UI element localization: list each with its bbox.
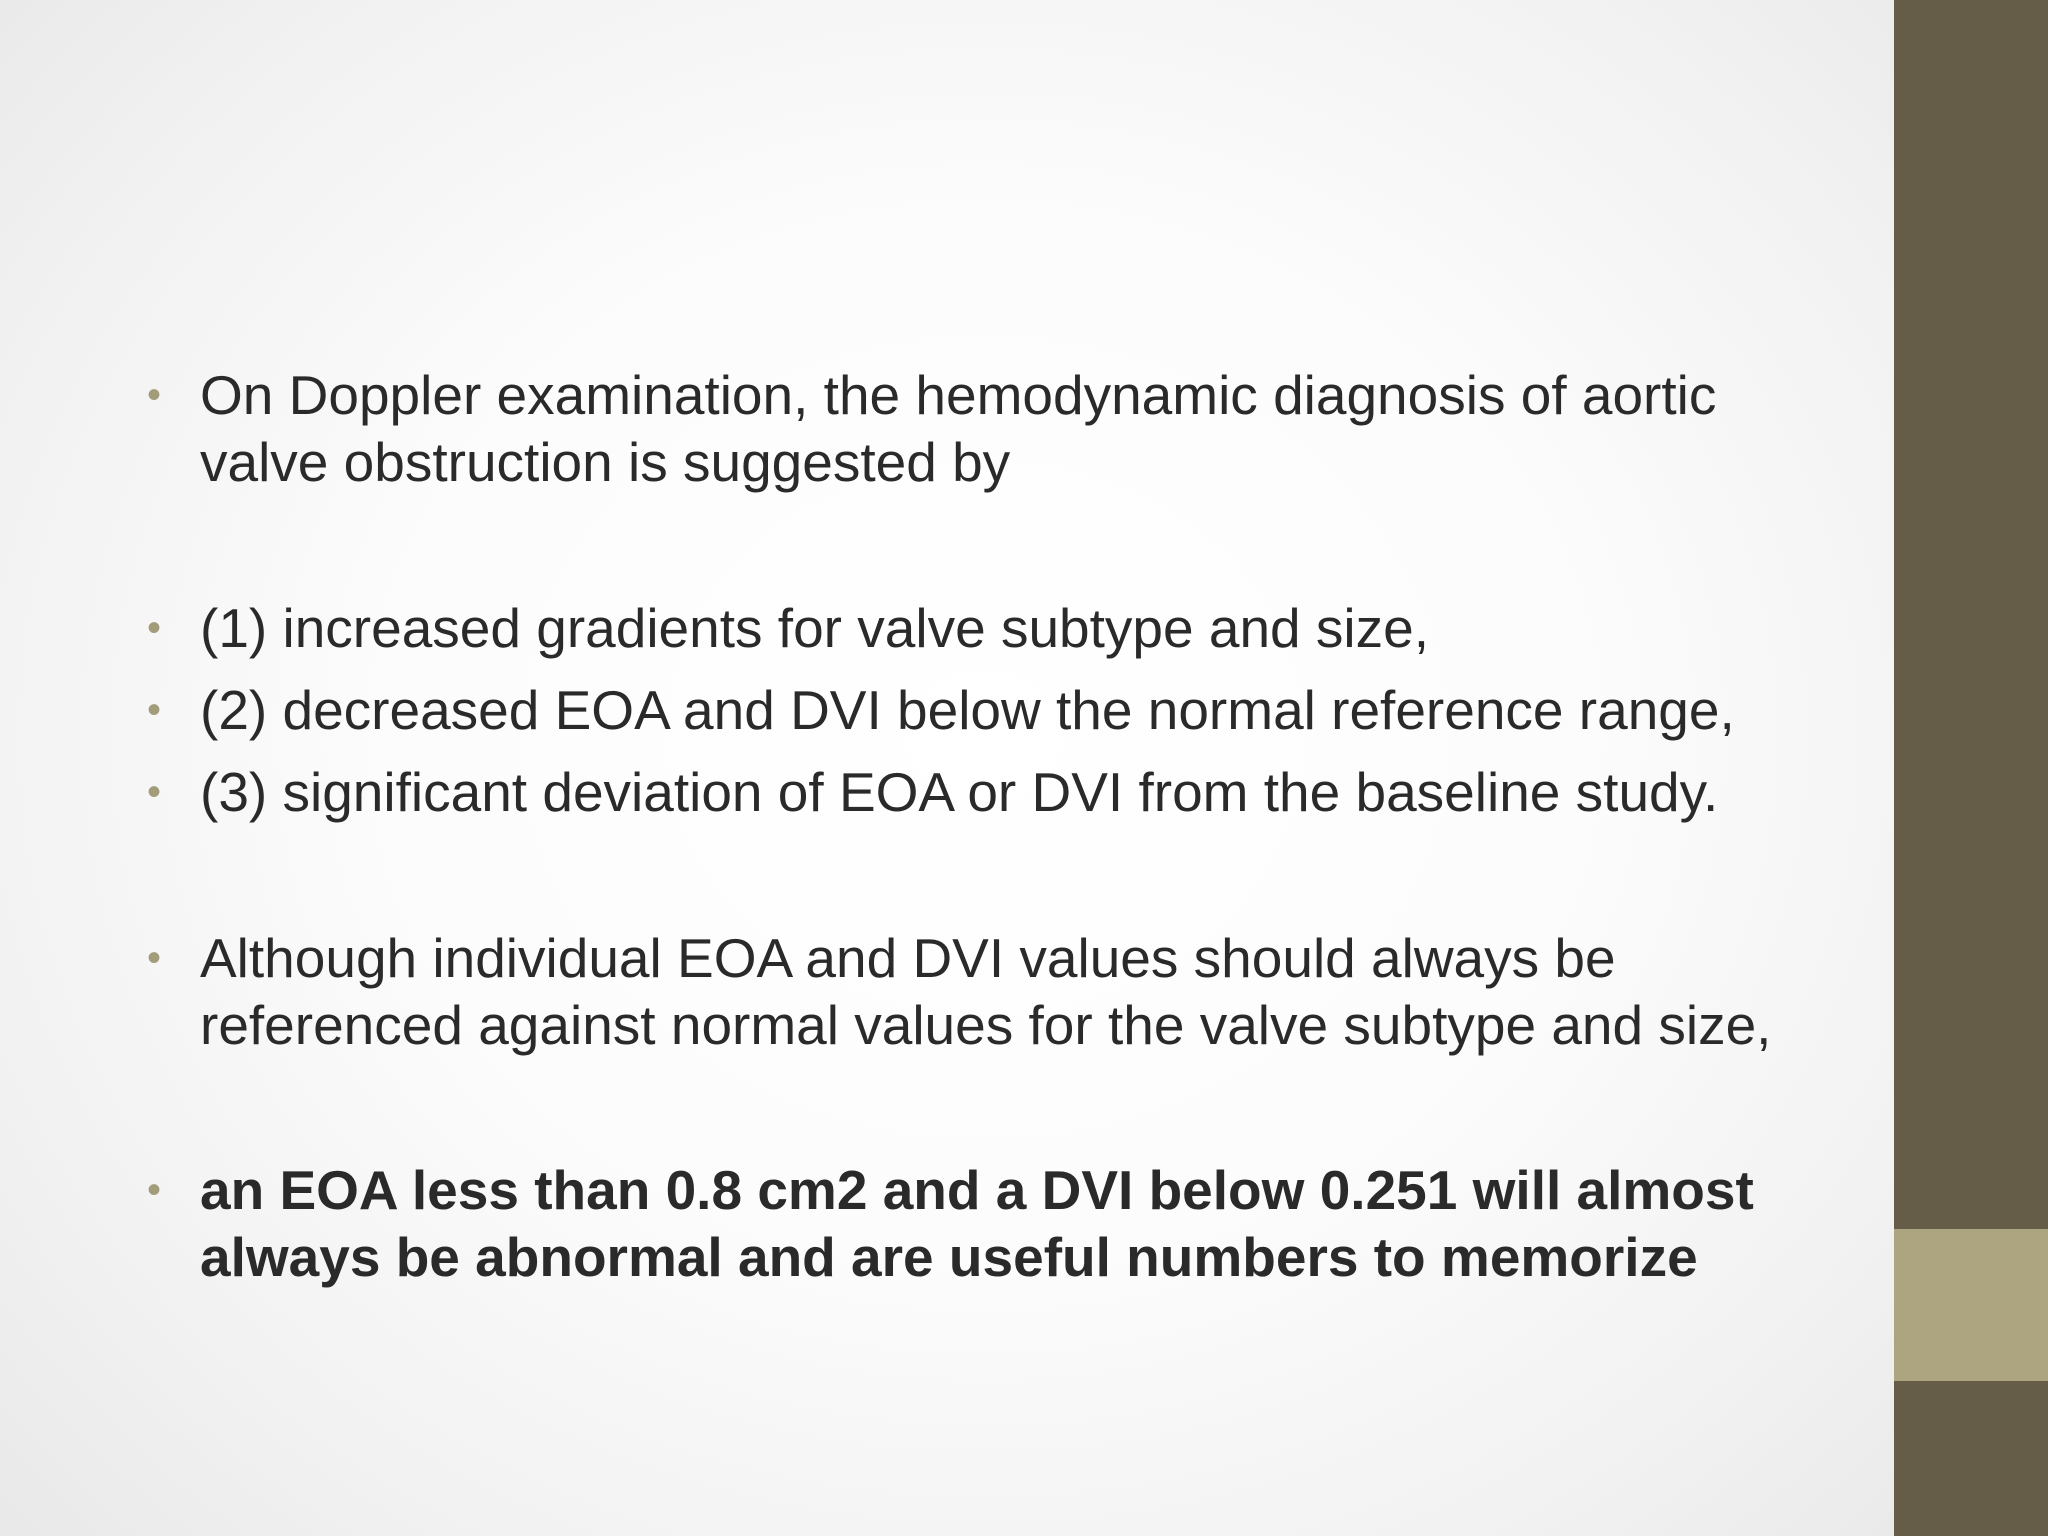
bullet-dot-icon: • bbox=[147, 688, 162, 732]
bullet-item bbox=[145, 759, 1805, 826]
bullet-text: (3) significant deviation of EOA or DVI from the baseline study. bbox=[200, 761, 1719, 823]
bullet-item bbox=[145, 362, 1805, 496]
side-decoration-accent bbox=[1894, 1229, 2048, 1381]
bullet-dot-icon: • bbox=[147, 373, 162, 417]
bullet-list bbox=[145, 362, 1805, 1291]
bullet-dot-icon: • bbox=[147, 606, 162, 650]
bullet-dot-icon: • bbox=[147, 1168, 162, 1212]
side-decoration-bar bbox=[1894, 0, 2048, 1536]
bullet-text: On Doppler examination, the hemodynamic diagnosis of aortic valve obstruction is suggested by bbox=[200, 364, 1717, 493]
bullet-dot-icon: • bbox=[147, 770, 162, 814]
bullet-text-bold: an EOA less than 0.8 cm2 and a DVI below 0.251 will almost always be abnormal and are useful numbers to memorize bbox=[200, 1159, 1754, 1288]
bullet-text: Although individual EOA and DVI values should always be referenced against normal values for the valve subtype and size, bbox=[200, 927, 1772, 1056]
bullet-text: (1) increased gradients for valve subtype and size, bbox=[200, 597, 1429, 659]
bullet-item bbox=[145, 925, 1805, 1059]
bullet-item bbox=[145, 595, 1805, 662]
bullet-dot-icon: • bbox=[147, 936, 162, 980]
bullet-text: (2) decreased EOA and DVI below the normal reference range, bbox=[200, 679, 1735, 741]
bullet-item-emphasis bbox=[145, 1157, 1805, 1291]
bullet-item bbox=[145, 677, 1805, 744]
